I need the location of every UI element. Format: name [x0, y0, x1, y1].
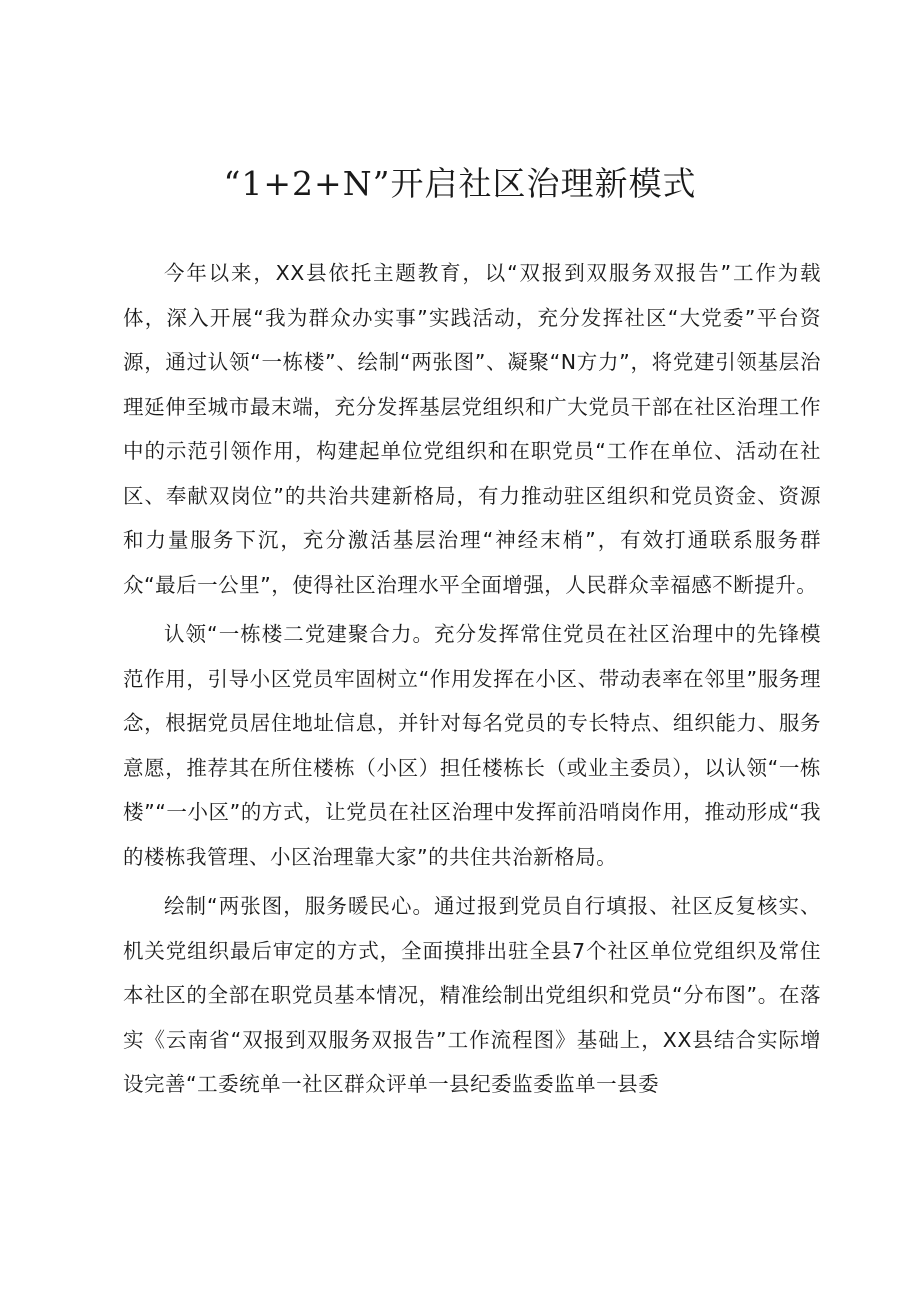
paragraph-building: 认领“一栋楼二党建聚合力。充分发挥常住党员在社区治理中的先锋模范作用，引导小区党员牢固树立“作用发挥在小区、带动表率在邻里”服务理念，根据党员居住地址信息，并针对每名党员的专长特点、组织能力、服务意愿，推荐其在所住楼栋（小区）担任楼栋长（或业主委员），以认领“一栋楼”“一小区”的方式，让党员在社区治理中发挥前沿哨岗作用，推动形成“我的楼栋我管理、小区治理靠大家”的共住共治新格局。: [123, 622, 821, 869]
document-body: [123, 251, 821, 1112]
paragraph-maps: 绘制“两张图，服务暖民心。通过报到党员自行填报、社区反复核实、机关党组织最后审定的方式，全面摸排出驻全县7个社区单位党组织及常住本社区的全部在职党员基本情况，精准绘制出党组织和党员“分布图”。在落实《云南省“双报到双服务双报告”工作流程图》基础上，XX县结合实际增设完善“工委统单一社区群众评单一县纪委监委监单一县委: [123, 894, 821, 1096]
paragraph-intro: 今年以来，XX县依托主题教育，以“双报到双服务双报告”工作为载体，深入开展“我为群众办实事”实践活动，充分发挥社区“大党委”平台资源，通过认领“一栋楼”、绘制“两张图”、凝聚“N方力”，将党建引领基层治理延伸至城市最末端，充分发挥基层党组织和广大党员干部在社区治理工作中的示范引领作用，构建起单位党组织和在职党员“工作在单位、活动在社区、奉献双岗位”的共治共建新格局，有力推动驻区组织和党员资金、资源和力量服务下沉，充分激活基层治理“神经末梢”，有效打通联系服务群众“最后一公里”，使得社区治理水平全面增强，人民群众幸福感不断提升。: [123, 261, 821, 597]
document-title: “1+2+N”开启社区治理新模式: [223, 164, 697, 203]
